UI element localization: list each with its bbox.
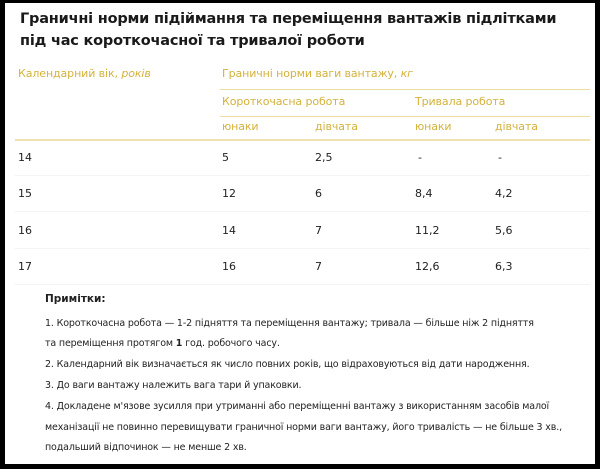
note-line [45, 338, 280, 349]
cell-short-boys: 16 [222, 260, 236, 273]
header-divider-1 [220, 89, 590, 90]
cell-long-girls: 4,2 [495, 187, 513, 200]
note-emphasis: 1 [175, 338, 183, 349]
note-line: подальший відпочинок — не менше 2 хв. [45, 442, 247, 453]
document-page [5, 3, 595, 464]
note-line: 1. Короткочасна робота — 1-2 підняття та переміщення вантажу; тривала — більше ніж 2 підняття [45, 318, 534, 329]
cell-age: 15 [18, 187, 32, 200]
cell-long-boys: 11,2 [415, 224, 440, 237]
note-text: та переміщення протягом [45, 338, 173, 349]
header-norms-unit: кг [400, 67, 413, 80]
cell-long-boys: - [418, 151, 422, 164]
cell-short-boys: 12 [222, 187, 236, 200]
cell-long-boys: 8,4 [415, 187, 433, 200]
row-divider [15, 248, 590, 249]
note-line: 2. Календарний вік визначається як число повних років, що відраховуються від дати народження. [45, 359, 530, 370]
cell-short-girls: 7 [315, 224, 322, 237]
cell-age: 16 [18, 224, 32, 237]
header-divider-2 [220, 116, 590, 117]
cell-short-boys: 14 [222, 224, 236, 237]
cell-short-girls: 6 [315, 187, 322, 200]
header-long-work: Тривала робота [415, 95, 506, 108]
header-norms-label: Граничні норми ваги вантажу, [222, 67, 398, 80]
note-line: 4. Докладене м'язове зусилля при утриманні або переміщенні вантажу з використанням засобів малої [45, 401, 550, 412]
header-long-boys: юнаки [415, 120, 452, 133]
header-short-work: Короткочасна робота [222, 95, 346, 108]
cell-age: 17 [18, 260, 32, 273]
note-text: год. робочого часу. [185, 338, 280, 349]
row-divider [15, 211, 590, 212]
row-divider [15, 284, 590, 285]
header-short-girls: дівчата [315, 120, 358, 133]
header-age-label: Календарний вік, [18, 67, 118, 80]
note-line: 3. До ваги вантажу належить вага тари й упаковки. [45, 380, 302, 391]
header-long-girls: дівчата [495, 120, 538, 133]
cell-long-boys: 12,6 [415, 260, 440, 273]
cell-short-boys: 5 [222, 151, 229, 164]
cell-long-girls: - [498, 151, 502, 164]
header-short-boys: юнаки [222, 120, 259, 133]
note-line: механізації не повинно перевищувати граничної норми ваги вантажу, його тривалість — не більше 3 хв., [45, 422, 562, 433]
cell-age: 14 [18, 151, 32, 164]
page-title: Граничні норми підіймання та переміщення вантажів підлітками під час короткочасної та тривалої роботи [20, 11, 557, 49]
header-age [18, 67, 151, 80]
cell-long-girls: 6,3 [495, 260, 513, 273]
cell-short-girls: 7 [315, 260, 322, 273]
notes-title: Примітки: [45, 293, 106, 305]
header-norms [222, 67, 413, 80]
header-age-unit: років [121, 67, 151, 80]
header-bottom-rule [15, 139, 590, 141]
row-divider [15, 175, 590, 176]
cell-short-girls: 2,5 [315, 151, 333, 164]
cell-long-girls: 5,6 [495, 224, 513, 237]
